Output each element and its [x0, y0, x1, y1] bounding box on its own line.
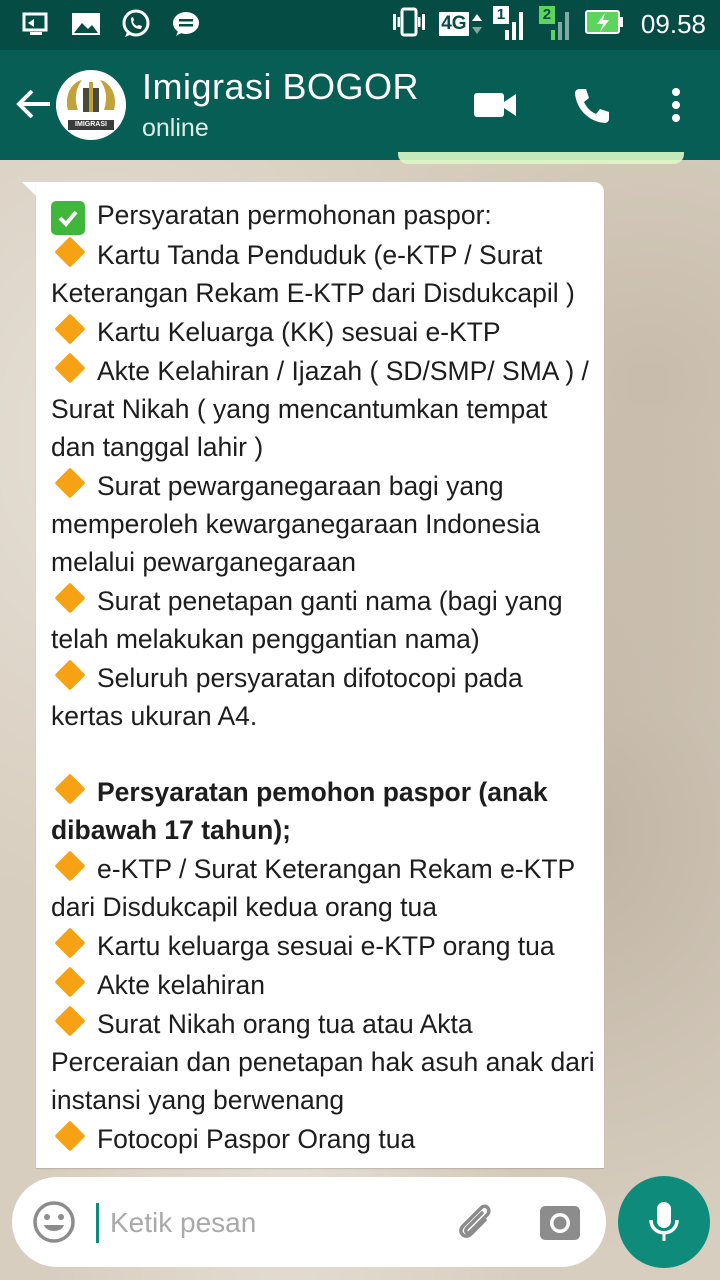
- message-line: Surat Nikah orang tua atau Akta Perceraian dan penetapan hak asuh anak dari instansi yang berwenang: [51, 1005, 596, 1119]
- avatar[interactable]: [56, 70, 126, 140]
- message-line: Kartu Tanda Penduduk (e-KTP / Surat Keterangan Rekam E-KTP dari Disdukcapil ): [51, 236, 596, 312]
- message-composer: [12, 1177, 606, 1267]
- orange-diamond-icon: [54, 352, 85, 383]
- text-cursor: [96, 1203, 99, 1243]
- vibrate-icon: [389, 6, 429, 42]
- orange-diamond-icon: [54, 659, 85, 690]
- message-text: [36, 182, 604, 1158]
- orange-diamond-icon: [54, 467, 85, 498]
- chat-title[interactable]: Imigrasi BOGOR: [142, 66, 420, 107]
- message-input[interactable]: [108, 1200, 442, 1246]
- video-call-icon[interactable]: [472, 82, 518, 128]
- message-line: Surat pewarganegaraan bagi yang memperoleh kewarganegaraan Indonesia melalui pewarganegaraan: [51, 467, 596, 581]
- message-line: Fotocopi Paspor Orang tua: [51, 1120, 596, 1158]
- message-line: Persyaratan permohonan paspor:: [51, 196, 596, 235]
- back-arrow-icon[interactable]: [14, 84, 54, 124]
- presence-status: online: [142, 114, 209, 142]
- previous-message-bubble: [398, 152, 684, 164]
- attachment-icon[interactable]: [452, 1199, 498, 1245]
- message-line: Seluruh persyaratan difotocopi pada kertas ukuran A4.: [51, 659, 596, 735]
- camera-icon[interactable]: [538, 1200, 582, 1244]
- clock: 09.58: [640, 8, 706, 39]
- message-line: Kartu keluarga sesuai e-KTP orang tua: [51, 927, 596, 965]
- orange-diamond-icon: [54, 966, 85, 997]
- battery-charging-icon: [585, 8, 625, 40]
- orange-diamond-icon: [54, 773, 85, 804]
- orange-diamond-icon: [54, 1005, 85, 1036]
- microphone-icon: [648, 1200, 680, 1244]
- network-4g-icon: 4G: [439, 8, 483, 40]
- message-icon: [170, 8, 202, 40]
- orange-diamond-icon: [54, 1120, 85, 1151]
- message-line: Surat penetapan ganti nama (bagi yang telah melakukan penggantian nama): [51, 582, 596, 658]
- signal-sim2-icon: 2: [539, 6, 575, 42]
- chat-header: [0, 50, 720, 160]
- whatsapp-icon: [120, 8, 152, 40]
- emoji-icon[interactable]: [32, 1200, 76, 1244]
- message-line: Akte Kelahiran / Ijazah ( SD/SMP/ SMA ) / Surat Nikah ( yang mencantumkan tempat dan tanggal lahir ): [51, 352, 596, 466]
- status-bar: [0, 0, 720, 50]
- orange-diamond-icon: [54, 313, 85, 344]
- signal-sim1-icon: 1: [493, 6, 529, 42]
- message-line-heading: Persyaratan pemohon paspor (anak dibawah 17 tahun);: [51, 773, 596, 849]
- orange-diamond-icon: [54, 927, 85, 958]
- message-line: Kartu Keluarga (KK) sesuai e-KTP: [51, 313, 596, 351]
- message-line: e-KTP / Surat Keterangan Rekam e-KTP dari Disdukcapil kedua orang tua: [51, 850, 596, 926]
- orange-diamond-icon: [54, 850, 85, 881]
- orange-diamond-icon: [54, 582, 85, 613]
- gallery-icon: [70, 8, 102, 40]
- overflow-menu-icon[interactable]: [653, 82, 699, 128]
- message-bubble[interactable]: [36, 182, 604, 1168]
- avatar-text: IMIGRASI: [75, 121, 107, 128]
- usb-debug-icon: [20, 8, 52, 40]
- phone-call-icon[interactable]: [568, 82, 614, 128]
- check-mark-icon: [51, 201, 85, 235]
- message-line: Akte kelahiran: [51, 966, 596, 1004]
- orange-diamond-icon: [54, 236, 85, 267]
- voice-message-button[interactable]: [618, 1176, 710, 1268]
